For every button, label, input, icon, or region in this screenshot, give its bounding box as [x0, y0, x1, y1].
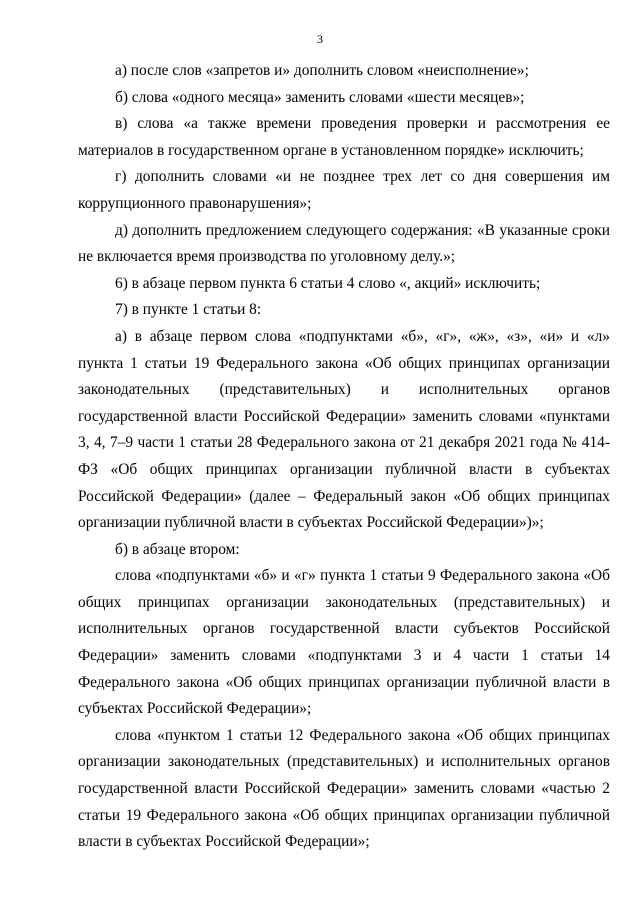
paragraph-6-shares: 6) в абзаце первом пункта 6 статьи 4 слово «, акций» исключить;: [115, 274, 541, 292]
paragraph-v-inspection: в) слова «а также времени проведения проверки и рассмотрения ее материалов в государственном органе в установленном порядке» исключить;: [78, 115, 610, 159]
paragraph-a-prohibitions: а) после слов «запретов и» дополнить словом «неисполнение»;: [115, 62, 529, 79]
paragraph-7-article-8: 7) в пункте 1 статьи 8:: [115, 301, 262, 319]
paragraph-b-second-subparagraph: б) в абзаце втором:: [115, 540, 240, 558]
page-number: 3: [317, 32, 323, 46]
paragraph-b-month: б) слова «одного месяца» заменить словами «шести месяцев»;: [115, 88, 525, 106]
paragraph-words-article-12: слова «пунктом 1 статьи 12 Федерального закона «Об общих принципах организации законодательных (представительных) и исполнительных органов государственной власти Российской Федерации» заменить словами «частью 2 статьи 19 Федерального закона «Об общих принципах организации публичной власти в субъектах Российской Федерации»;: [78, 726, 610, 851]
paragraph-words-article-9: слова «подпунктами «б» и «г» пункта 1 статьи 9 Федерального закона «Об общих принципах организации законодательных (представительных) и исполнительных органов государственной власти субъектов Российской Федерации» заменить словами «подпунктами 3 и 4 части 1 статьи 14 Федерального закона «Об общих принципах организации публичной власти в субъектах Российской Федерации»;: [78, 567, 610, 718]
paragraph-g-three-years: г) дополнить словами «и не позднее трех лет со дня совершения им коррупционного правонарушения»;: [78, 168, 610, 212]
paragraph-d-criminal-case: д) дополнить предложением следующего содержания: «В указанные сроки не включается время производства по уголовному делу.»;: [78, 221, 610, 266]
paragraph-a-first-subparagraph: а) в абзаце первом слова «подпунктами «б», «г», «ж», «з», «и» и «л» пункта 1 статьи 19 Федерального закона «Об общих принципах организации законодательных (представительных) и исполнительных органов государственной власти Российской Федерации» заменить словами «пунктами 3, 4, 7–9 части 1 статьи 28 Федерального закона от 21 декабря 2021 года № 414-ФЗ «Об общих принципах организации публичной власти в субъектах Российской Федерации» (далее – Федеральный закон «Об общих принципах организации публичной власти в субъектах Российской Федерации»)»;: [78, 327, 610, 532]
document-body: [78, 58, 610, 856]
